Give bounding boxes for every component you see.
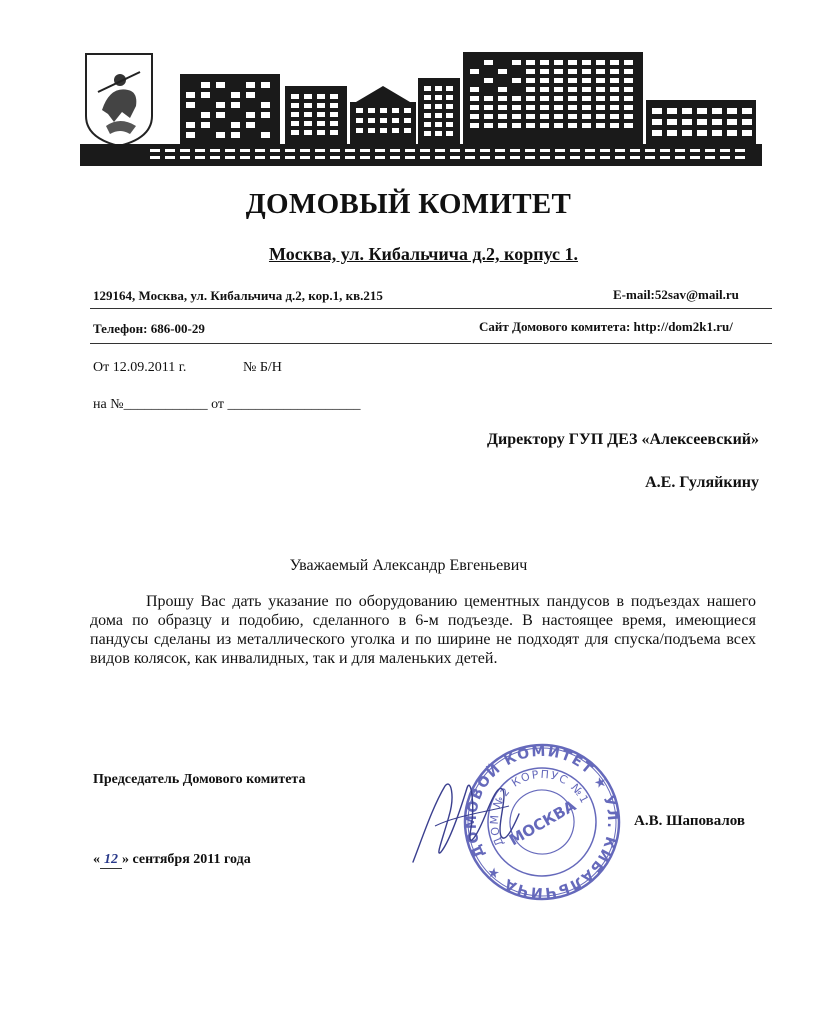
building-window bbox=[420, 149, 430, 152]
building-window bbox=[526, 105, 535, 110]
building-window bbox=[582, 114, 591, 119]
letterhead-banner bbox=[80, 46, 762, 170]
building-window bbox=[484, 105, 493, 110]
email-address: E-mail:52sav@mail.ru bbox=[613, 287, 739, 302]
building-window bbox=[356, 118, 363, 123]
building-window bbox=[682, 108, 692, 114]
building-window bbox=[216, 112, 225, 118]
building-window bbox=[570, 156, 580, 159]
building-window bbox=[568, 96, 577, 101]
building-window bbox=[450, 156, 460, 159]
building-window bbox=[596, 69, 605, 74]
building-window bbox=[360, 149, 370, 152]
building-window bbox=[600, 149, 610, 152]
building-window bbox=[345, 156, 355, 159]
building-window bbox=[652, 130, 662, 136]
building-window bbox=[675, 149, 685, 152]
building-window bbox=[330, 112, 338, 117]
building-window bbox=[390, 149, 400, 152]
building-window bbox=[186, 102, 195, 108]
moscow-coat-of-arms-icon bbox=[86, 54, 152, 146]
building-window bbox=[317, 112, 325, 117]
building-window bbox=[554, 60, 563, 65]
building-window bbox=[624, 114, 633, 119]
stamp-outer-text: ДОМОВОЙ КОМИТЕТ ★ УЛ. КИБАЛЬЧИЧА ★ bbox=[463, 743, 621, 901]
building-window bbox=[526, 78, 535, 83]
building-window bbox=[570, 149, 580, 152]
building-window bbox=[261, 102, 270, 108]
building-window bbox=[446, 95, 453, 100]
building-window bbox=[596, 105, 605, 110]
building-window bbox=[582, 87, 591, 92]
building-window bbox=[368, 128, 375, 133]
letter-number: № Б/Н bbox=[243, 360, 282, 375]
building-window bbox=[630, 156, 640, 159]
building-window bbox=[727, 119, 737, 125]
building-window bbox=[675, 156, 685, 159]
building-window bbox=[304, 94, 312, 99]
building-window bbox=[435, 104, 442, 109]
building-window bbox=[498, 105, 507, 110]
building-window bbox=[495, 149, 505, 152]
building-window bbox=[540, 96, 549, 101]
building-window bbox=[568, 60, 577, 65]
building-window bbox=[540, 114, 549, 119]
building-window bbox=[446, 86, 453, 91]
building-window bbox=[201, 82, 210, 88]
building-window bbox=[420, 156, 430, 159]
building-window bbox=[540, 78, 549, 83]
building-window bbox=[554, 105, 563, 110]
letter-greeting: Уважаемый Александр Евгеньевич bbox=[289, 557, 528, 574]
building-window bbox=[525, 149, 535, 152]
building-window bbox=[465, 156, 475, 159]
building-window bbox=[582, 105, 591, 110]
building-window bbox=[240, 149, 250, 152]
building-window bbox=[512, 96, 521, 101]
building-window bbox=[195, 156, 205, 159]
building-window bbox=[510, 149, 520, 152]
building-window bbox=[512, 78, 521, 83]
reference-line: на №____________ от ___________________ bbox=[93, 397, 361, 412]
building-window bbox=[186, 92, 195, 98]
building-window bbox=[216, 102, 225, 108]
building-window bbox=[484, 114, 493, 119]
building-window bbox=[186, 122, 195, 128]
building-window bbox=[568, 87, 577, 92]
building-window bbox=[600, 156, 610, 159]
building-window bbox=[697, 130, 707, 136]
building-window bbox=[392, 118, 399, 123]
website-link: Сайт Домового комитета: http://dom2k1.ru/ bbox=[479, 319, 733, 334]
date-open-quote: « bbox=[93, 852, 100, 867]
building-window bbox=[424, 86, 431, 91]
building-window bbox=[652, 108, 662, 114]
building-window bbox=[446, 131, 453, 136]
building-window bbox=[484, 123, 493, 128]
building-window bbox=[424, 95, 431, 100]
building-window bbox=[554, 123, 563, 128]
building-window bbox=[660, 156, 670, 159]
header-divider bbox=[90, 308, 772, 309]
building-window bbox=[712, 119, 722, 125]
building-window bbox=[404, 128, 411, 133]
building-window bbox=[526, 87, 535, 92]
committee-address-heading: Москва, ул. Кибальчича д.2, корпус 1. bbox=[268, 244, 579, 264]
building-window bbox=[705, 149, 715, 152]
building-window bbox=[435, 95, 442, 100]
building-window bbox=[554, 87, 563, 92]
building-window bbox=[315, 149, 325, 152]
building-window bbox=[512, 123, 521, 128]
building-window bbox=[380, 118, 387, 123]
building-window bbox=[304, 130, 312, 135]
building-window bbox=[484, 78, 493, 83]
building-window bbox=[291, 103, 299, 108]
building-window bbox=[645, 156, 655, 159]
building-window bbox=[540, 149, 550, 152]
building-window bbox=[540, 156, 550, 159]
building-window bbox=[512, 105, 521, 110]
building-window bbox=[345, 149, 355, 152]
building-window bbox=[225, 149, 235, 152]
building-window bbox=[498, 87, 507, 92]
header-divider bbox=[90, 343, 772, 344]
building-window bbox=[225, 156, 235, 159]
building-window bbox=[375, 149, 385, 152]
building-window bbox=[742, 108, 752, 114]
building-window bbox=[317, 130, 325, 135]
building-window bbox=[510, 156, 520, 159]
building-window bbox=[498, 69, 507, 74]
building-window bbox=[300, 149, 310, 152]
building-window bbox=[555, 149, 565, 152]
building-window bbox=[624, 96, 633, 101]
building-window bbox=[201, 112, 210, 118]
building-window bbox=[667, 108, 677, 114]
letter-body: Прошу Вас дать указание по оборудованию цементных пандусов в подъездах нашего дома по образцу и подобию, сделанного в 6-м подъезде. В настоящее время, имеющиеся пандусы сделаны из металлического уголка и по ширине не подходят для спуска/подъема всех видов колясок, как инвалидных, так и для маленьких детей. bbox=[90, 593, 756, 667]
building-window bbox=[596, 60, 605, 65]
building-window bbox=[465, 149, 475, 152]
building-window bbox=[317, 94, 325, 99]
building-window bbox=[610, 69, 619, 74]
building-window bbox=[231, 122, 240, 128]
date-day: 12 bbox=[100, 852, 122, 869]
building-window bbox=[512, 60, 521, 65]
building-window bbox=[610, 123, 619, 128]
building-window bbox=[596, 87, 605, 92]
building-window bbox=[470, 123, 479, 128]
building-window bbox=[645, 149, 655, 152]
recipient-position: Директору ГУП ДЕЗ «Алексеевский» bbox=[486, 431, 759, 448]
building-window bbox=[210, 149, 220, 152]
building-window bbox=[735, 149, 745, 152]
building-window bbox=[291, 130, 299, 135]
building-window bbox=[375, 156, 385, 159]
building-window bbox=[470, 69, 479, 74]
letter-date: От 12.09.2011 г. bbox=[93, 360, 187, 375]
phone-number: Телефон: 686-00-29 bbox=[93, 321, 205, 336]
building-window bbox=[690, 156, 700, 159]
building-window bbox=[285, 149, 295, 152]
building-window bbox=[165, 156, 175, 159]
building-window bbox=[582, 69, 591, 74]
building-window bbox=[231, 102, 240, 108]
building-window bbox=[712, 108, 722, 114]
building-window bbox=[261, 82, 270, 88]
building-window bbox=[568, 123, 577, 128]
building-window bbox=[498, 114, 507, 119]
building-window bbox=[285, 156, 295, 159]
building-window bbox=[624, 78, 633, 83]
building-window bbox=[624, 69, 633, 74]
building-window bbox=[246, 82, 255, 88]
building-window bbox=[596, 78, 605, 83]
building-window bbox=[165, 149, 175, 152]
building-window bbox=[424, 122, 431, 127]
building-window bbox=[742, 119, 752, 125]
building-window bbox=[390, 156, 400, 159]
building-window bbox=[180, 156, 190, 159]
building-window bbox=[435, 156, 445, 159]
building-window bbox=[255, 149, 265, 152]
building-window bbox=[727, 130, 737, 136]
signatory-name: А.В. Шаповалов bbox=[634, 813, 746, 829]
building-window bbox=[435, 86, 442, 91]
building-window bbox=[610, 87, 619, 92]
building-window bbox=[526, 114, 535, 119]
building-window bbox=[624, 105, 633, 110]
building-window bbox=[255, 156, 265, 159]
building-window bbox=[317, 103, 325, 108]
building-window bbox=[554, 78, 563, 83]
building-window bbox=[697, 119, 707, 125]
building-window bbox=[540, 60, 549, 65]
building-window bbox=[610, 78, 619, 83]
building-window bbox=[682, 119, 692, 125]
recipient-name: А.Е. Гуляйкину bbox=[645, 474, 759, 491]
building-window bbox=[446, 104, 453, 109]
building-window bbox=[435, 122, 442, 127]
building-window bbox=[555, 156, 565, 159]
building-window bbox=[526, 96, 535, 101]
building-window bbox=[470, 96, 479, 101]
building-window bbox=[697, 108, 707, 114]
building-window bbox=[356, 128, 363, 133]
building-window bbox=[540, 123, 549, 128]
building-window bbox=[554, 114, 563, 119]
building-window bbox=[526, 60, 535, 65]
building-window bbox=[615, 149, 625, 152]
building-window bbox=[356, 108, 363, 113]
building-window bbox=[735, 156, 745, 159]
building-window bbox=[712, 130, 722, 136]
building-window bbox=[596, 114, 605, 119]
building-window bbox=[405, 149, 415, 152]
postal-address: 129164, Москва, ул. Кибальчича д.2, кор.1, кв.215 bbox=[93, 288, 383, 303]
building-window bbox=[568, 78, 577, 83]
building-window bbox=[180, 149, 190, 152]
building-window bbox=[291, 94, 299, 99]
building-window bbox=[392, 128, 399, 133]
building-window bbox=[596, 96, 605, 101]
building-window bbox=[435, 131, 442, 136]
building-window bbox=[424, 104, 431, 109]
building-window bbox=[624, 60, 633, 65]
building-window bbox=[330, 94, 338, 99]
building-window bbox=[368, 118, 375, 123]
building-window bbox=[582, 60, 591, 65]
building-window bbox=[630, 149, 640, 152]
building-window bbox=[435, 149, 445, 152]
building-window bbox=[405, 156, 415, 159]
building-window bbox=[498, 96, 507, 101]
building-window bbox=[435, 113, 442, 118]
building-window bbox=[450, 149, 460, 152]
building-window bbox=[498, 123, 507, 128]
stamp-center-text: МОСКВА bbox=[505, 796, 580, 850]
building-window bbox=[304, 103, 312, 108]
building-window bbox=[195, 149, 205, 152]
building-window bbox=[470, 87, 479, 92]
building-window bbox=[317, 121, 325, 126]
building-window bbox=[727, 108, 737, 114]
building-window bbox=[495, 156, 505, 159]
building-window bbox=[231, 92, 240, 98]
building-window bbox=[330, 130, 338, 135]
building-window bbox=[424, 113, 431, 118]
building-window bbox=[330, 121, 338, 126]
building-window bbox=[270, 156, 280, 159]
building-window bbox=[585, 149, 595, 152]
building-window bbox=[210, 156, 220, 159]
building-window bbox=[300, 156, 310, 159]
building-window bbox=[582, 123, 591, 128]
building-window bbox=[660, 149, 670, 152]
building-window bbox=[380, 108, 387, 113]
building-window bbox=[540, 69, 549, 74]
building-window bbox=[582, 78, 591, 83]
building-window bbox=[480, 156, 490, 159]
building-window bbox=[246, 122, 255, 128]
building-window bbox=[610, 105, 619, 110]
building-window bbox=[610, 114, 619, 119]
building-window bbox=[261, 112, 270, 118]
building-window bbox=[526, 123, 535, 128]
building-window bbox=[615, 156, 625, 159]
building-window bbox=[330, 156, 340, 159]
building-window bbox=[610, 96, 619, 101]
building-window bbox=[652, 119, 662, 125]
building-window bbox=[720, 156, 730, 159]
building-window bbox=[404, 108, 411, 113]
building-window bbox=[540, 105, 549, 110]
building-window bbox=[330, 103, 338, 108]
building-window bbox=[291, 112, 299, 117]
building-window bbox=[231, 132, 240, 138]
building-window bbox=[304, 112, 312, 117]
building-window bbox=[585, 156, 595, 159]
building-window bbox=[742, 130, 752, 136]
building-window bbox=[216, 82, 225, 88]
building-window bbox=[526, 69, 535, 74]
building-window bbox=[424, 131, 431, 136]
building-window bbox=[246, 112, 255, 118]
building-window bbox=[568, 69, 577, 74]
building-window bbox=[582, 96, 591, 101]
building-window bbox=[667, 130, 677, 136]
building-window bbox=[484, 96, 493, 101]
building-window bbox=[540, 87, 549, 92]
signatory-title: Председатель Домового комитета bbox=[93, 772, 306, 787]
building-window bbox=[392, 108, 399, 113]
signature-date bbox=[93, 852, 251, 869]
building-window bbox=[624, 123, 633, 128]
building-window bbox=[261, 132, 270, 138]
building-window bbox=[682, 130, 692, 136]
building-window bbox=[690, 149, 700, 152]
building-window bbox=[304, 121, 312, 126]
handwritten-signature bbox=[405, 766, 525, 872]
building-window bbox=[330, 149, 340, 152]
building-window bbox=[246, 92, 255, 98]
building-window bbox=[291, 121, 299, 126]
stamp-inner-text: ДОМ №2 КОРПУС №1 bbox=[487, 767, 592, 849]
building-window bbox=[150, 156, 160, 159]
building-window bbox=[720, 149, 730, 152]
building-window bbox=[667, 119, 677, 125]
building-window bbox=[368, 108, 375, 113]
building-window bbox=[596, 123, 605, 128]
building-window bbox=[554, 69, 563, 74]
building-window bbox=[705, 156, 715, 159]
building-window bbox=[484, 60, 493, 65]
building-window bbox=[446, 122, 453, 127]
building-window bbox=[216, 132, 225, 138]
building-window bbox=[568, 114, 577, 119]
building-window bbox=[380, 128, 387, 133]
building-window bbox=[470, 105, 479, 110]
building-window bbox=[315, 156, 325, 159]
committee-title: ДОМОВЫЙ КОМИТЕТ bbox=[245, 188, 572, 220]
building-window bbox=[201, 92, 210, 98]
building-window bbox=[360, 156, 370, 159]
building-window bbox=[554, 96, 563, 101]
building-window bbox=[150, 149, 160, 152]
building-window bbox=[512, 114, 521, 119]
date-month-year: » сентября 2011 года bbox=[122, 852, 251, 867]
building-window bbox=[568, 105, 577, 110]
building-window bbox=[404, 118, 411, 123]
building-window bbox=[624, 87, 633, 92]
building-window bbox=[480, 149, 490, 152]
building-window bbox=[270, 149, 280, 152]
building-window bbox=[470, 114, 479, 119]
building-window bbox=[240, 156, 250, 159]
building-window bbox=[186, 132, 195, 138]
building-window bbox=[610, 60, 619, 65]
building-window bbox=[201, 122, 210, 128]
building-window bbox=[525, 156, 535, 159]
building-window bbox=[446, 113, 453, 118]
